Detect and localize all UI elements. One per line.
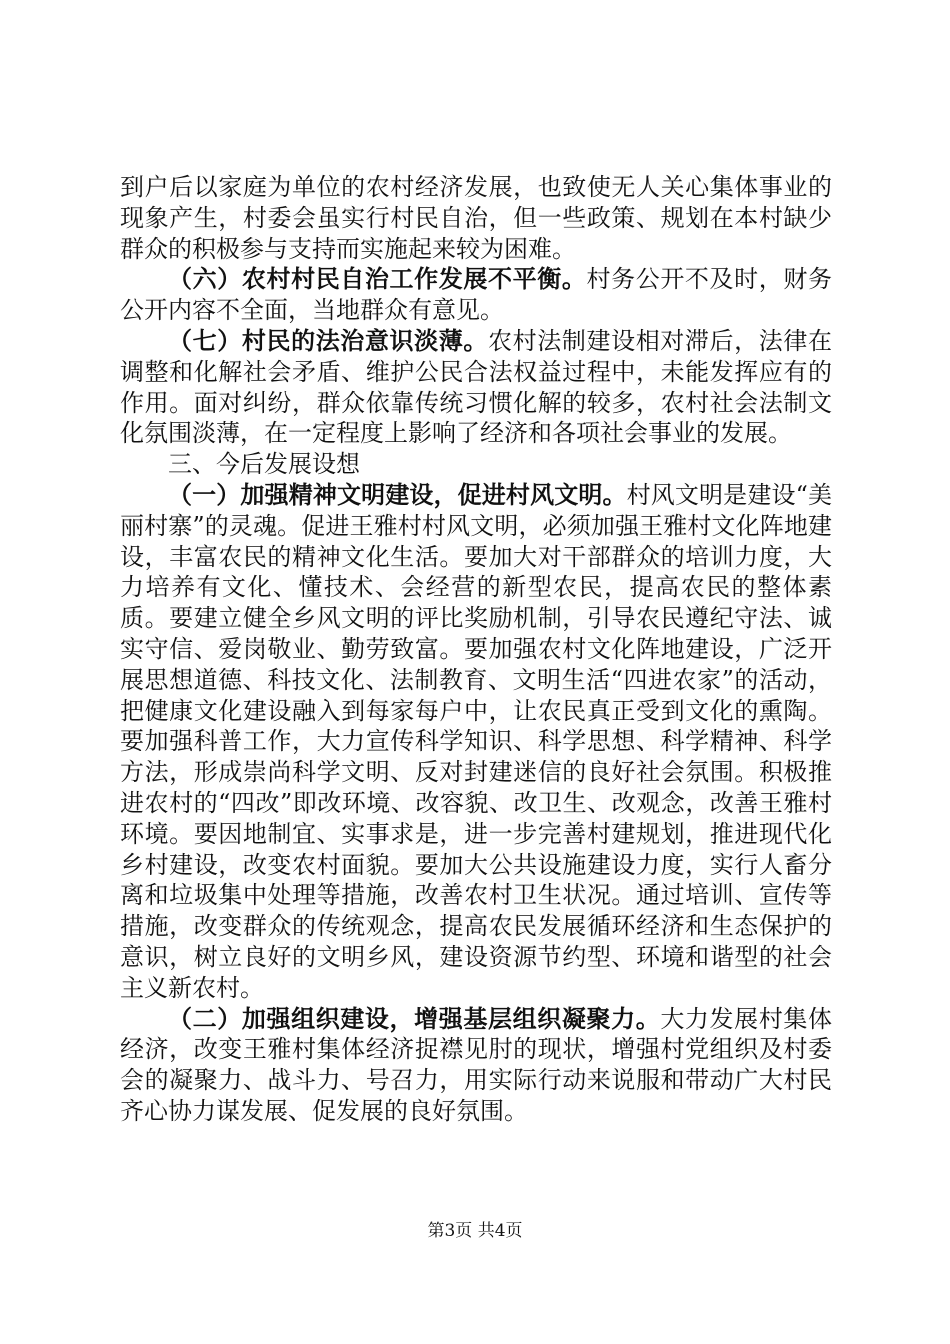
- paragraph-text: 村风文明是建设“美丽村寨”的灵魂。促进王雅村村风文明，必须加强王雅村文化阵地建设，丰富农民的精神文化生活。要加大对干部群众的培训力度，大力培养有文化、懂技术、会经营的新型农民，提高农民的整体素质。要建立健全乡风文明的评比奖励机制，引导农民遵纪守法、诚实守信、爱岗敬业、勤劳致富。要加强农村文化阵地建设，广泛开展思想道德、科技文化、法制教育、文明生活“四进农家”的活动，把健康文化建设融入到每家每户中，让农民真正受到文化的熏陶。要加强科普工作，大力宣传科学知识、科学思想、科学精神、科学方法，形成崇尚科学文明、反对封建迷信的良好社会氛围。积极推进农村的“四改”即改环境、改容貌、改卫生、改观念，改善王雅村环境。要因地制宜、实事求是，进一步完善村建规划，推进现代化乡村建设，改变农村面貌。要加大公共设施建设力度，实行人畜分离和垃圾集中处理等措施，改善农村卫生状况。通过培训、宣传等措施，改变群众的传统观念，提高农民发展循环经济和生态保护的意识，树立良好的文明乡风，建设资源节约型、环境和谐型的社会主义新农村。: [120, 480, 832, 1002]
- paragraph-text: 村务公开不及时，财务公开内容不全面，当地群众有意见。: [120, 265, 833, 325]
- section-heading: 三、今后发展设想: [168, 450, 360, 479]
- paragraph-item-seven: [120, 326, 832, 449]
- paragraph-lead: （七）村民的法治意识淡薄。: [168, 325, 488, 355]
- paragraph-text: 农村法制建设相对滞后，法律在调整和化解社会矛盾、维护公民合法权益过程中，未能发挥应有的作用。面对纠纷，群众依靠传统习惯化解的较多，农村社会法制文化氛围淡薄，在一定程度上影响了经济和各项社会事业的发展。: [120, 326, 832, 448]
- paragraph-item-six: [120, 264, 832, 326]
- paragraph-text: 大力发展村集体经济，改变王雅村集体经济捉襟见肘的现状，增强村党组织及村委会的凝聚力、战斗力、号召力，用实际行动来说服和带动广大村民齐心协力谋发展、促发展的良好氛围。: [120, 1004, 833, 1125]
- paragraph-lead: （六）农村村民自治工作发展不平衡。: [168, 264, 587, 294]
- document-body: [120, 172, 832, 1127]
- paragraph-text: 到户后以家庭为单位的农村经济发展，也致使无人关心集体事业的现象产生，村委会虽实行村民自治，但一些政策、规划在本村缺少群众的积极参与支持而实施起来较为困难。: [120, 173, 832, 263]
- paragraph-continued: [120, 172, 832, 264]
- paragraph-item-one: [120, 480, 832, 1004]
- page-number-footer: 第3页 共4页: [427, 1221, 523, 1241]
- paragraph-lead: （二）加强组织建设，增强基层组织凝聚力。: [168, 1003, 661, 1033]
- paragraph-lead: （一）加强精神文明建设，促进村风文明。: [168, 479, 627, 509]
- paragraph-item-two: [120, 1004, 832, 1127]
